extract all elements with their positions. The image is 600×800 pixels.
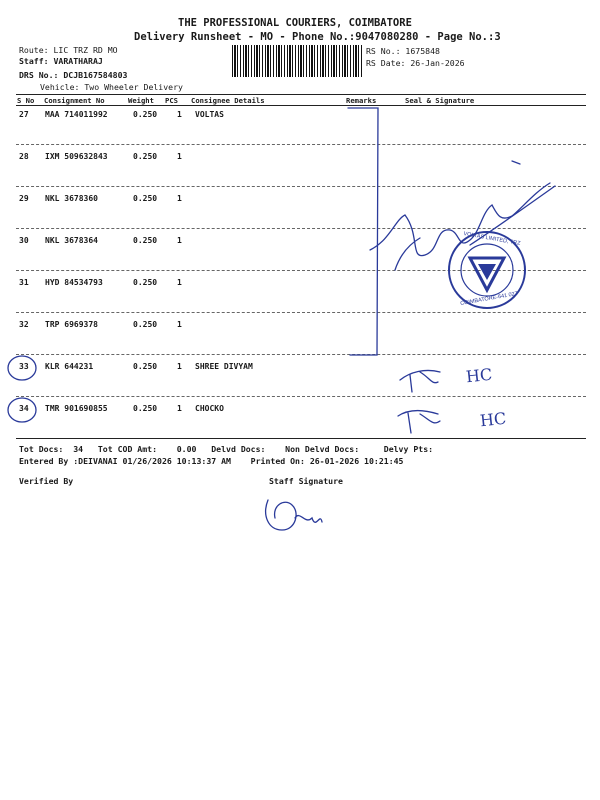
row-consignee: CHOCKO xyxy=(195,404,224,413)
row-pcs: 1 xyxy=(177,404,182,413)
row-weight: 0.250 xyxy=(133,404,158,413)
seal-text-top: VOLTAS LIMITED, TRZ xyxy=(462,231,521,247)
staff-label: Staff: VARATHARAJ xyxy=(19,56,103,66)
rs-number: RS No.: 1675848 xyxy=(366,46,440,56)
circle-33 xyxy=(8,356,36,380)
row-consignment: NKL 3678360 xyxy=(45,194,98,203)
remarks-bracket xyxy=(348,108,378,355)
col-weight: Weight xyxy=(128,96,154,105)
col-consignee: Consignee Details xyxy=(191,96,265,105)
row-pcs: 1 xyxy=(177,320,182,329)
row-pcs: 1 xyxy=(177,194,182,203)
row-consignee: VOLTAS xyxy=(195,110,224,119)
hc-mark-33: HC xyxy=(465,364,494,387)
vehicle-label: Vehicle: Two Wheeler Delivery xyxy=(40,82,183,92)
row-pcs: 1 xyxy=(177,236,182,245)
row-weight: 0.250 xyxy=(133,320,158,329)
row-sno: 29 xyxy=(19,194,29,203)
col-consignment: Consignment No xyxy=(44,96,105,105)
row-pcs: 1 xyxy=(177,152,182,161)
route-label: Route: LIC TRZ RD MO xyxy=(19,45,118,55)
row-sno: 30 xyxy=(19,236,29,245)
totals-line: Tot Docs: 34 Tot COD Amt: 0.00 Delvd Docs: Non Delvd Docs: Delvy Pts: xyxy=(19,444,434,454)
staff-signature-scribble xyxy=(266,500,322,530)
col-sno: S No xyxy=(17,96,35,105)
row-consignee: SHREE DIVYAM xyxy=(195,362,253,371)
col-remarks: Remarks xyxy=(346,96,377,105)
company-title: THE PROFESSIONAL COURIERS, COIMBATORE xyxy=(178,17,412,29)
staff-signature-label: Staff Signature xyxy=(269,476,343,486)
row-pcs: 1 xyxy=(177,110,182,119)
row-sno: 33 xyxy=(19,362,29,371)
entered-by-line: Entered By :DEIVANAI 01/26/2026 10:13:37 AM Printed On: 26-01-2026 10:21:45 xyxy=(19,456,404,466)
drs-number: DRS No.: DCJB167584803 xyxy=(19,70,128,80)
col-seal-signature: Seal & Signature xyxy=(405,96,475,105)
seal-signature-scribble xyxy=(370,183,555,270)
row-consignment: HYD 84534793 xyxy=(45,278,103,287)
row-pcs: 1 xyxy=(177,278,182,287)
verified-by-label: Verified By xyxy=(19,476,74,486)
hc-mark-34: HC xyxy=(479,408,508,431)
row-sno: 31 xyxy=(19,278,29,287)
row-consignment: NKL 3678364 xyxy=(45,236,98,245)
seal-text-bottom: COIMBATORE-641 027 xyxy=(459,290,519,308)
circle-34 xyxy=(8,398,36,422)
row-weight: 0.250 xyxy=(133,110,158,119)
row-weight: 0.250 xyxy=(133,362,158,371)
row-pcs: 1 xyxy=(177,362,182,371)
row-consignment: TRP 6969378 xyxy=(45,320,98,329)
row-weight: 0.250 xyxy=(133,194,158,203)
col-pcs: PCS xyxy=(165,96,178,105)
row-consignment: MAA 714011992 xyxy=(45,110,108,119)
row-weight: 0.250 xyxy=(133,236,158,245)
sign-row-34 xyxy=(398,411,440,434)
row-consignment: TMR 901690855 xyxy=(45,404,108,413)
row-weight: 0.250 xyxy=(133,278,158,287)
row-sno: 27 xyxy=(19,110,29,119)
row-sno: 28 xyxy=(19,152,29,161)
row-weight: 0.250 xyxy=(133,152,158,161)
row-sno: 34 xyxy=(19,404,29,413)
row-consignment: KLR 644231 xyxy=(45,362,94,371)
sign-row-33 xyxy=(400,370,440,392)
row-consignment: IXM 509632843 xyxy=(45,152,108,161)
row-sno: 32 xyxy=(19,320,29,329)
rs-date: RS Date: 26-Jan-2026 xyxy=(366,58,465,68)
runsheet-subtitle: Delivery Runsheet - MO - Phone No.:9047080280 - Page No.:3 xyxy=(134,31,501,43)
